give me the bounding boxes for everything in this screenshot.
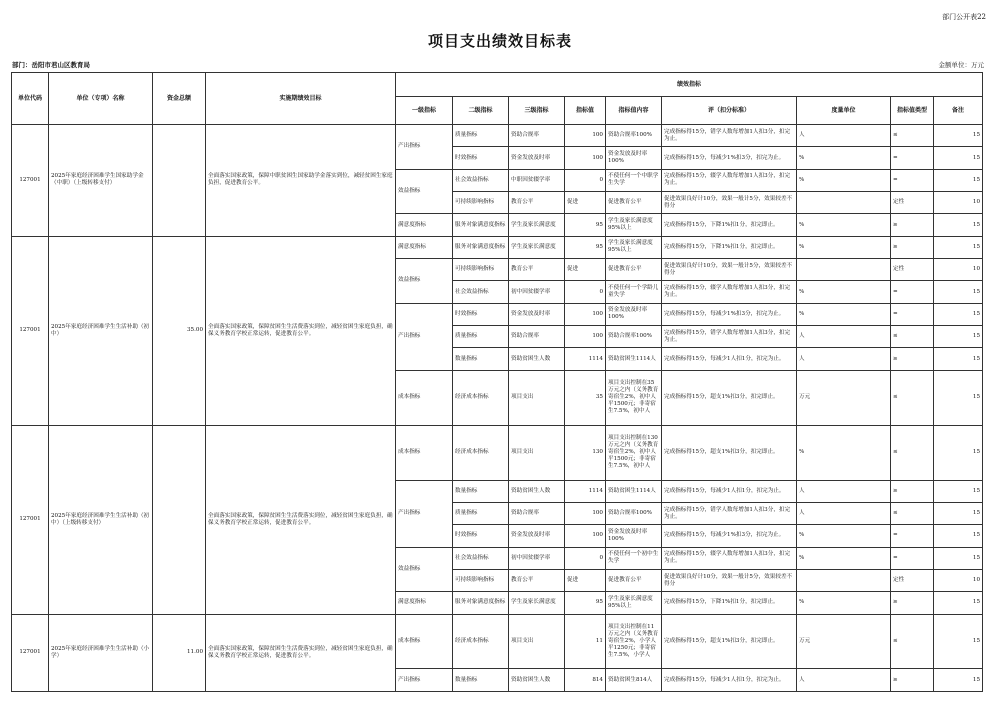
level1-cell: 成本指标	[396, 614, 453, 669]
value-cell: 95	[565, 214, 606, 236]
level2-cell: 服务对象满意度指标	[453, 236, 509, 258]
remark-cell: 15	[934, 669, 983, 692]
value-cell: 100	[565, 147, 606, 169]
remark-cell: 15	[934, 169, 983, 191]
remark-cell: 15	[934, 214, 983, 236]
content-cell: 项目支出控制在130万元之内（义务教育寄宿生2%，初中人平1500元；非寄宿生7.5%，初中人	[606, 425, 662, 480]
measure-cell: %	[797, 303, 891, 325]
content-cell: 不使任何一个初中生失学	[606, 547, 662, 569]
unit-code-cell: 127001	[12, 236, 49, 425]
scoring-cell: 完成指标得15分，每减少1人扣1分，扣完为止。	[662, 348, 797, 370]
level2-cell: 社会效益指标	[453, 169, 509, 191]
scoring-cell: 完成指标得15分，每减少1%扣3分，扣完为止。	[662, 525, 797, 547]
content-cell: 不使任何一个中职学生失学	[606, 169, 662, 191]
value-type-cell: ≤	[891, 125, 934, 147]
target-cell: 全面落实国家政策，保障贫困生生活费落实到位，减轻贫困生家庭负担，确保义务教育学校正常运转，促进教育公平。	[206, 425, 396, 614]
level3-cell: 中职因贫辍学率	[509, 169, 565, 191]
level1-cell: 成本指标	[396, 425, 453, 480]
level2-cell: 社会效益指标	[453, 547, 509, 569]
value-type-cell: ≥	[891, 214, 934, 236]
table-row	[12, 614, 983, 669]
scoring-cell: 完成指标得15分，每减少1%扣3分，扣完为止。	[662, 147, 797, 169]
remark-cell: 15	[934, 348, 983, 370]
value-type-cell: ≤	[891, 502, 934, 524]
value-cell: 100	[565, 303, 606, 325]
level1-cell: 产出指标	[396, 125, 453, 170]
table-row	[12, 425, 983, 480]
header-total: 资金总额	[153, 73, 206, 125]
value-cell: 100	[565, 525, 606, 547]
content-cell: 学生及家长满意度95%以上	[606, 592, 662, 614]
value-cell: 促进	[565, 259, 606, 281]
level2-cell: 质量指标	[453, 125, 509, 147]
level2-cell: 可持续影响指标	[453, 259, 509, 281]
content-cell: 资助合规率100%	[606, 125, 662, 147]
level2-cell: 时效指标	[453, 525, 509, 547]
remark-cell: 10	[934, 259, 983, 281]
content-cell: 资金发放及时率100%	[606, 303, 662, 325]
measure-cell: %	[797, 425, 891, 480]
measure-cell: 人	[797, 348, 891, 370]
value-cell: 0	[565, 281, 606, 303]
remark-cell: 15	[934, 147, 983, 169]
measure-cell: 万元	[797, 370, 891, 425]
measure-cell	[797, 569, 891, 591]
measure-cell: 人	[797, 125, 891, 147]
scoring-cell: 完成指标得15分，辍学人数每增加1人扣3分，扣完为止。	[662, 547, 797, 569]
content-cell: 不使任何一个学龄儿童失学	[606, 281, 662, 303]
level2-cell: 质量指标	[453, 502, 509, 524]
level1-cell: 满意度指标	[396, 214, 453, 236]
content-cell: 资助合规率100%	[606, 326, 662, 348]
amount-cell	[153, 125, 206, 237]
page-code: 部门公开表22	[942, 13, 986, 21]
scoring-cell: 完成指标得15分，下降1%扣1分，扣完即止。	[662, 214, 797, 236]
measure-cell: 人	[797, 326, 891, 348]
value-type-cell: ≥	[891, 669, 934, 692]
level1-cell: 效益指标	[396, 259, 453, 304]
level3-cell: 资助合规率	[509, 125, 565, 147]
value-type-cell: =	[891, 147, 934, 169]
level2-cell: 可持续影响指标	[453, 192, 509, 214]
measure-cell: %	[797, 547, 891, 569]
header-measure: 度量单位	[797, 97, 891, 125]
value-type-cell: ≤	[891, 425, 934, 480]
level3-cell: 资助贫困生人数	[509, 480, 565, 502]
remark-cell: 15	[934, 370, 983, 425]
scoring-cell: 完成指标得15分，每减少1人扣1分，扣完为止。	[662, 480, 797, 502]
header-indicator-group: 绩效指标	[396, 73, 983, 97]
scoring-cell: 完成指标得15分，错学人数每增加1人扣3分，扣完为止。	[662, 326, 797, 348]
level2-cell: 社会效益指标	[453, 281, 509, 303]
header-level1: 一级指标	[396, 97, 453, 125]
header-unit-code: 单位代码	[12, 73, 49, 125]
measure-cell	[797, 192, 891, 214]
level3-cell: 资助合规率	[509, 326, 565, 348]
level3-cell: 初中因贫辍学率	[509, 281, 565, 303]
value-type-cell: ≥	[891, 236, 934, 258]
value-type-cell: ≤	[891, 614, 934, 669]
scoring-cell: 完成指标得15分，每减少1人扣1分，扣完为止。	[662, 669, 797, 692]
level2-cell: 数量指标	[453, 669, 509, 692]
measure-cell: 人	[797, 480, 891, 502]
amount-cell: 35.00	[153, 236, 206, 425]
measure-cell: %	[797, 169, 891, 191]
value-type-cell: ≥	[891, 348, 934, 370]
remark-cell: 15	[934, 480, 983, 502]
scoring-cell: 完成指标得15分，错学人数每增加1人扣3分，扣完为止。	[662, 125, 797, 147]
value-type-cell: ≤	[891, 370, 934, 425]
value-type-cell: ≤	[891, 326, 934, 348]
scoring-cell: 完成指标得15分，下降1%扣1分，扣完即止。	[662, 592, 797, 614]
content-cell: 项目支出控制在11万元之内（义务教育寄宿生2%，小学人平1250元；非寄宿生7.5%，小学人	[606, 614, 662, 669]
content-cell: 学生及家长满意度95%以上	[606, 214, 662, 236]
level2-cell: 经济成本指标	[453, 614, 509, 669]
content-cell: 项目支出控制在35万元之内（义务教育寄宿生2%，初中人平1500元；非寄宿生7.5%，初中人	[606, 370, 662, 425]
level2-cell: 可持续影响指标	[453, 569, 509, 591]
measure-cell: 人	[797, 502, 891, 524]
value-cell: 95	[565, 592, 606, 614]
level3-cell: 教育公平	[509, 259, 565, 281]
scoring-cell: 促进效果良好计10分，效果一般计5分，效果较差不得分	[662, 192, 797, 214]
content-cell: 促进教育公平	[606, 259, 662, 281]
level3-cell: 项目支出	[509, 614, 565, 669]
level3-cell: 项目支出	[509, 425, 565, 480]
level3-cell: 资助贫困生人数	[509, 669, 565, 692]
header-value-type: 指标值类型	[891, 97, 934, 125]
level1-cell: 满意度指标	[396, 592, 453, 614]
table-row	[12, 125, 983, 147]
scoring-cell: 促进效果良好计10分，效果一般计5分，效果较差不得分	[662, 259, 797, 281]
value-cell: 0	[565, 547, 606, 569]
value-type-cell: 定性	[891, 259, 934, 281]
header-unit-name: 单位（专项）名称	[49, 73, 153, 125]
unit-name-cell: 2025年家庭经济困难学生生活补助（小学）	[49, 614, 153, 691]
unit-name-cell: 2025年家庭经济困难学生生活补助（初中）（上级转移支付）	[49, 425, 153, 614]
measure-cell: 万元	[797, 614, 891, 669]
level3-cell: 教育公平	[509, 569, 565, 591]
level2-cell: 经济成本指标	[453, 370, 509, 425]
unit-name-cell: 2025年家庭经济困难学生国家助学金（中职）（上级转移支付）	[49, 125, 153, 237]
value-cell: 11	[565, 614, 606, 669]
header-content: 指标值内容	[606, 97, 662, 125]
level3-cell: 教育公平	[509, 192, 565, 214]
value-cell: 35	[565, 370, 606, 425]
level2-cell: 数量指标	[453, 348, 509, 370]
table-row	[12, 236, 983, 258]
level1-cell: 满意度指标	[396, 236, 453, 258]
content-cell: 资助贫困生814人	[606, 669, 662, 692]
value-cell: 95	[565, 236, 606, 258]
remark-cell: 10	[934, 569, 983, 591]
level3-cell: 学生及家长满意度	[509, 214, 565, 236]
scoring-cell: 完成指标得15分，超支1%扣3分，扣完即止。	[662, 614, 797, 669]
scoring-cell: 完成指标得15分，超支1%扣3分，扣完即止。	[662, 370, 797, 425]
value-type-cell: =	[891, 547, 934, 569]
level2-cell: 质量指标	[453, 326, 509, 348]
level1-cell: 成本指标	[396, 370, 453, 425]
header-scoring: 评（扣分标准）	[662, 97, 797, 125]
amount-cell	[153, 425, 206, 614]
scoring-cell: 完成指标得15分，每减少1%扣3分，扣完为止。	[662, 303, 797, 325]
level3-cell: 初中因贫辍学率	[509, 547, 565, 569]
remark-cell: 15	[934, 592, 983, 614]
measure-cell: %	[797, 236, 891, 258]
remark-cell: 15	[934, 614, 983, 669]
value-type-cell: =	[891, 525, 934, 547]
amount-unit-label: 金额单位：万元	[938, 61, 984, 69]
unit-name-cell: 2025年家庭经济困难学生生活补助（初中）	[49, 236, 153, 425]
header-remark: 备注	[934, 97, 983, 125]
remark-cell: 15	[934, 425, 983, 480]
content-cell: 资助贫困生1114人	[606, 480, 662, 502]
header-target: 实施期绩效目标	[206, 73, 396, 125]
content-cell: 资金发放及时率100%	[606, 147, 662, 169]
level1-cell: 产出指标	[396, 480, 453, 547]
level1-cell: 效益指标	[396, 169, 453, 214]
level3-cell: 资金发放及时率	[509, 147, 565, 169]
content-cell: 资助合规率100%	[606, 502, 662, 524]
header-value: 指标值	[565, 97, 606, 125]
level1-cell: 产出指标	[396, 303, 453, 370]
level2-cell: 时效指标	[453, 303, 509, 325]
value-type-cell: =	[891, 281, 934, 303]
scoring-cell: 完成指标得15分，超支1%扣3分，扣完即止。	[662, 425, 797, 480]
value-cell: 100	[565, 502, 606, 524]
scoring-cell: 完成指标得15分，辍学人数每增加1人扣3分，扣完为止。	[662, 169, 797, 191]
measure-cell: %	[797, 214, 891, 236]
remark-cell: 15	[934, 236, 983, 258]
level2-cell: 数量指标	[453, 480, 509, 502]
content-cell: 资助贫困生1114人	[606, 348, 662, 370]
scoring-cell: 完成指标得15分，下降1%扣1分，扣完即止。	[662, 236, 797, 258]
level3-cell: 资助合规率	[509, 502, 565, 524]
level3-cell: 资金发放及时率	[509, 303, 565, 325]
level3-cell: 学生及家长满意度	[509, 592, 565, 614]
value-cell: 130	[565, 425, 606, 480]
value-type-cell: 定性	[891, 569, 934, 591]
value-type-cell: ≥	[891, 480, 934, 502]
scoring-cell: 完成指标得15分，错学人数每增加1人扣3分，扣完为止。	[662, 502, 797, 524]
header-level3: 三级指标	[509, 97, 565, 125]
target-cell: 全面落实国家政策，保障贫困生生活费落实到位，减轻贫困生家庭负担，确保义务教育学校正常运转，促进教育公平。	[206, 236, 396, 425]
value-type-cell: ≥	[891, 592, 934, 614]
header-level2: 二级指标	[453, 97, 509, 125]
amount-cell: 11.00	[153, 614, 206, 691]
remark-cell: 15	[934, 502, 983, 524]
level2-cell: 时效指标	[453, 147, 509, 169]
remark-cell: 15	[934, 125, 983, 147]
scoring-cell: 完成指标得15分，辍学人数每增加1人扣3分，扣完为止。	[662, 281, 797, 303]
value-type-cell: =	[891, 169, 934, 191]
level3-cell: 资金发放及时率	[509, 525, 565, 547]
remark-cell: 15	[934, 281, 983, 303]
remark-cell: 15	[934, 525, 983, 547]
value-type-cell: 定性	[891, 192, 934, 214]
value-cell: 促进	[565, 569, 606, 591]
value-cell: 100	[565, 326, 606, 348]
value-cell: 100	[565, 125, 606, 147]
measure-cell: %	[797, 281, 891, 303]
level2-cell: 服务对象满意度指标	[453, 214, 509, 236]
measure-cell: %	[797, 592, 891, 614]
remark-cell: 15	[934, 303, 983, 325]
content-cell: 促进教育公平	[606, 192, 662, 214]
target-cell: 全面落实国家政策，保障中职贫困生国家助学金落实到位，减轻贫困生家庭负担，促进教育公平。	[206, 125, 396, 237]
page-title: 项目支出绩效目标表	[427, 32, 572, 50]
level1-cell: 产出指标	[396, 669, 453, 692]
level1-cell: 效益指标	[396, 547, 453, 592]
level2-cell: 服务对象满意度指标	[453, 592, 509, 614]
scoring-cell: 促进效果良好计10分，效果一般计5分，效果较差不得分	[662, 569, 797, 591]
unit-code-cell: 127001	[12, 614, 49, 691]
level2-cell: 经济成本指标	[453, 425, 509, 480]
value-cell: 0	[565, 169, 606, 191]
content-cell: 资金发放及时率100%	[606, 525, 662, 547]
measure-cell	[797, 259, 891, 281]
measure-cell: %	[797, 525, 891, 547]
remark-cell: 15	[934, 326, 983, 348]
value-cell: 814	[565, 669, 606, 692]
unit-code-cell: 127001	[12, 125, 49, 237]
department-label: 部门：岳阳市君山区教育局	[12, 61, 90, 69]
value-type-cell: =	[891, 303, 934, 325]
content-cell: 学生及家长满意度95%以上	[606, 236, 662, 258]
value-cell: 1114	[565, 480, 606, 502]
level3-cell: 项目支出	[509, 370, 565, 425]
content-cell: 促进教育公平	[606, 569, 662, 591]
remark-cell: 15	[934, 547, 983, 569]
level3-cell: 资助贫困生人数	[509, 348, 565, 370]
level3-cell: 学生及家长满意度	[509, 236, 565, 258]
performance-table	[11, 72, 983, 692]
measure-cell: 人	[797, 669, 891, 692]
value-cell: 促进	[565, 192, 606, 214]
value-cell: 1114	[565, 348, 606, 370]
target-cell: 全面落实国家政策，保障贫困生生活费落实到位，减轻贫困生家庭负担，确保义务教育学校正常运转，促进教育公平。	[206, 614, 396, 691]
unit-code-cell: 127001	[12, 425, 49, 614]
measure-cell: %	[797, 147, 891, 169]
remark-cell: 10	[934, 192, 983, 214]
